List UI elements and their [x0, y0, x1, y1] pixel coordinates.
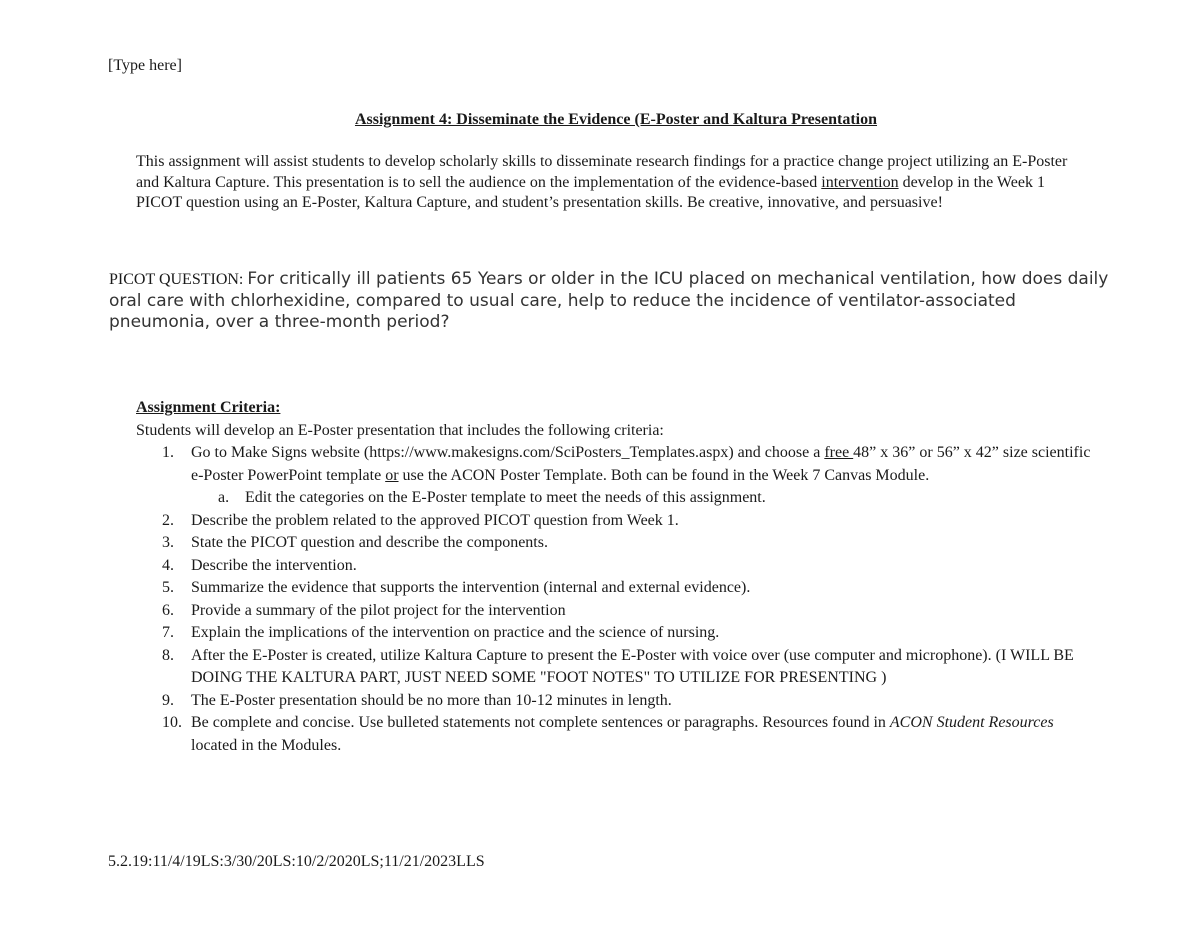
- assignment-criteria: [136, 397, 1096, 757]
- intro-paragraph: [136, 152, 1076, 214]
- item-text: Describe the intervention.: [191, 556, 357, 574]
- criteria-subitem-a: [191, 487, 1096, 510]
- item-text: Provide a summary of the pilot project for the intervention: [191, 601, 566, 619]
- intro-text-1: This assignment will assist students to develop scholarly skills to disseminate research findings for a practice change project utilizing an E-Poster and Kaltura Capture. This presentation is to sell the audience on the implementation of the evidence-based: [136, 153, 1068, 191]
- item-text: Summarize the evidence that supports the intervention (internal and external evidence).: [191, 579, 751, 596]
- item-text: 48” x 36” or 56” x 42” size scientific e-Poster PowerPoint template: [191, 444, 1091, 484]
- criteria-list: [136, 442, 1096, 757]
- criteria-item-2: [136, 510, 1096, 533]
- item-text: The E-Poster presentation should be no more than 10-12 minutes in length.: [191, 691, 672, 709]
- criteria-item-7: [136, 622, 1096, 645]
- item-number: 10.: [162, 714, 182, 731]
- criteria-item-6: [136, 600, 1096, 623]
- criteria-heading: Assignment Criteria:: [136, 399, 281, 416]
- item-text: Go to Make Signs website (https://www.makesigns.com/SciPosters_Templates.aspx) and choose a: [191, 444, 825, 461]
- criteria-item-1: [136, 442, 1096, 510]
- criteria-item-3: [136, 532, 1096, 555]
- item-underlined-free: free: [824, 444, 854, 461]
- subitem-text: Edit the categories on the E-Poster template to meet the needs of this assignment.: [245, 489, 766, 506]
- item-number: 1.: [162, 444, 174, 461]
- item-number: 5.: [162, 579, 174, 596]
- item-text: use the ACON Poster Template. Both can be found in the Week 7 Canvas Module.: [398, 466, 930, 484]
- page-footer: 5.2.19:11/4/19LS:3/30/20LS:10/2/2020LS;11/21/2023LLS: [108, 853, 485, 870]
- page-header: [Type here]: [108, 57, 182, 74]
- item-text: located in the Modules.: [191, 736, 342, 754]
- subitem-letter: a.: [218, 489, 230, 506]
- intro-text-2: develop in the Week 1 PICOT question using an E-Poster, Kaltura Capture, and student’s presentation skills. Be creative, innovative, and persuasive!: [136, 173, 1045, 212]
- picot-text: For critically ill patients 65 Years or older in the ICU placed on mechanical ventilation, how does daily oral care with chlorhexidine, compared to usual care, help to reduce the incidence of ventilator-associated pneumonia, over a three-month period?: [109, 269, 1109, 332]
- item-text: State the PICOT question and describe the components.: [191, 534, 548, 551]
- item-number: 2.: [162, 511, 174, 529]
- item-text: Be complete and concise. Use bulleted statements not complete sentences or paragraphs. Resources found in: [191, 714, 890, 731]
- picot-question: [109, 269, 1109, 334]
- assignment-title: Assignment 4: Disseminate the Evidence (E-Poster and Kaltura Presentation: [354, 111, 878, 128]
- picot-label: PICOT QUESTION:: [109, 271, 248, 288]
- sub-list: [191, 487, 1096, 510]
- item-italic-text: ACON Student Resources: [889, 714, 1054, 731]
- criteria-item-8: [136, 645, 1096, 690]
- item-underlined-or: or: [385, 466, 399, 484]
- item-text: After the E-Poster is created, utilize Kaltura Capture to present the E-Poster with voice over (use computer and microphone). (I WILL BE DOING THE KALTURA PART, JUST NEED SOME "FOOT NOTES" TO UTILIZE FOR PRESENTING ): [191, 646, 1074, 686]
- item-number: 9.: [162, 691, 174, 709]
- item-text: Describe the problem related to the approved PICOT question from Week 1.: [191, 511, 679, 529]
- criteria-lead: Students will develop an E-Poster presentation that includes the following criteria:: [136, 421, 664, 439]
- criteria-item-5: [136, 577, 1096, 600]
- criteria-item-4: [136, 555, 1096, 578]
- item-number: 8.: [162, 646, 174, 664]
- item-number: 3.: [162, 534, 174, 551]
- item-text: Explain the implications of the intervention on practice and the science of nursing.: [191, 624, 720, 641]
- item-number: 4.: [162, 556, 174, 574]
- item-number: 6.: [162, 601, 174, 619]
- criteria-item-10: [136, 712, 1096, 757]
- item-number: 7.: [162, 624, 174, 641]
- intro-underlined-word: intervention: [821, 173, 899, 191]
- criteria-item-9: [136, 690, 1096, 713]
